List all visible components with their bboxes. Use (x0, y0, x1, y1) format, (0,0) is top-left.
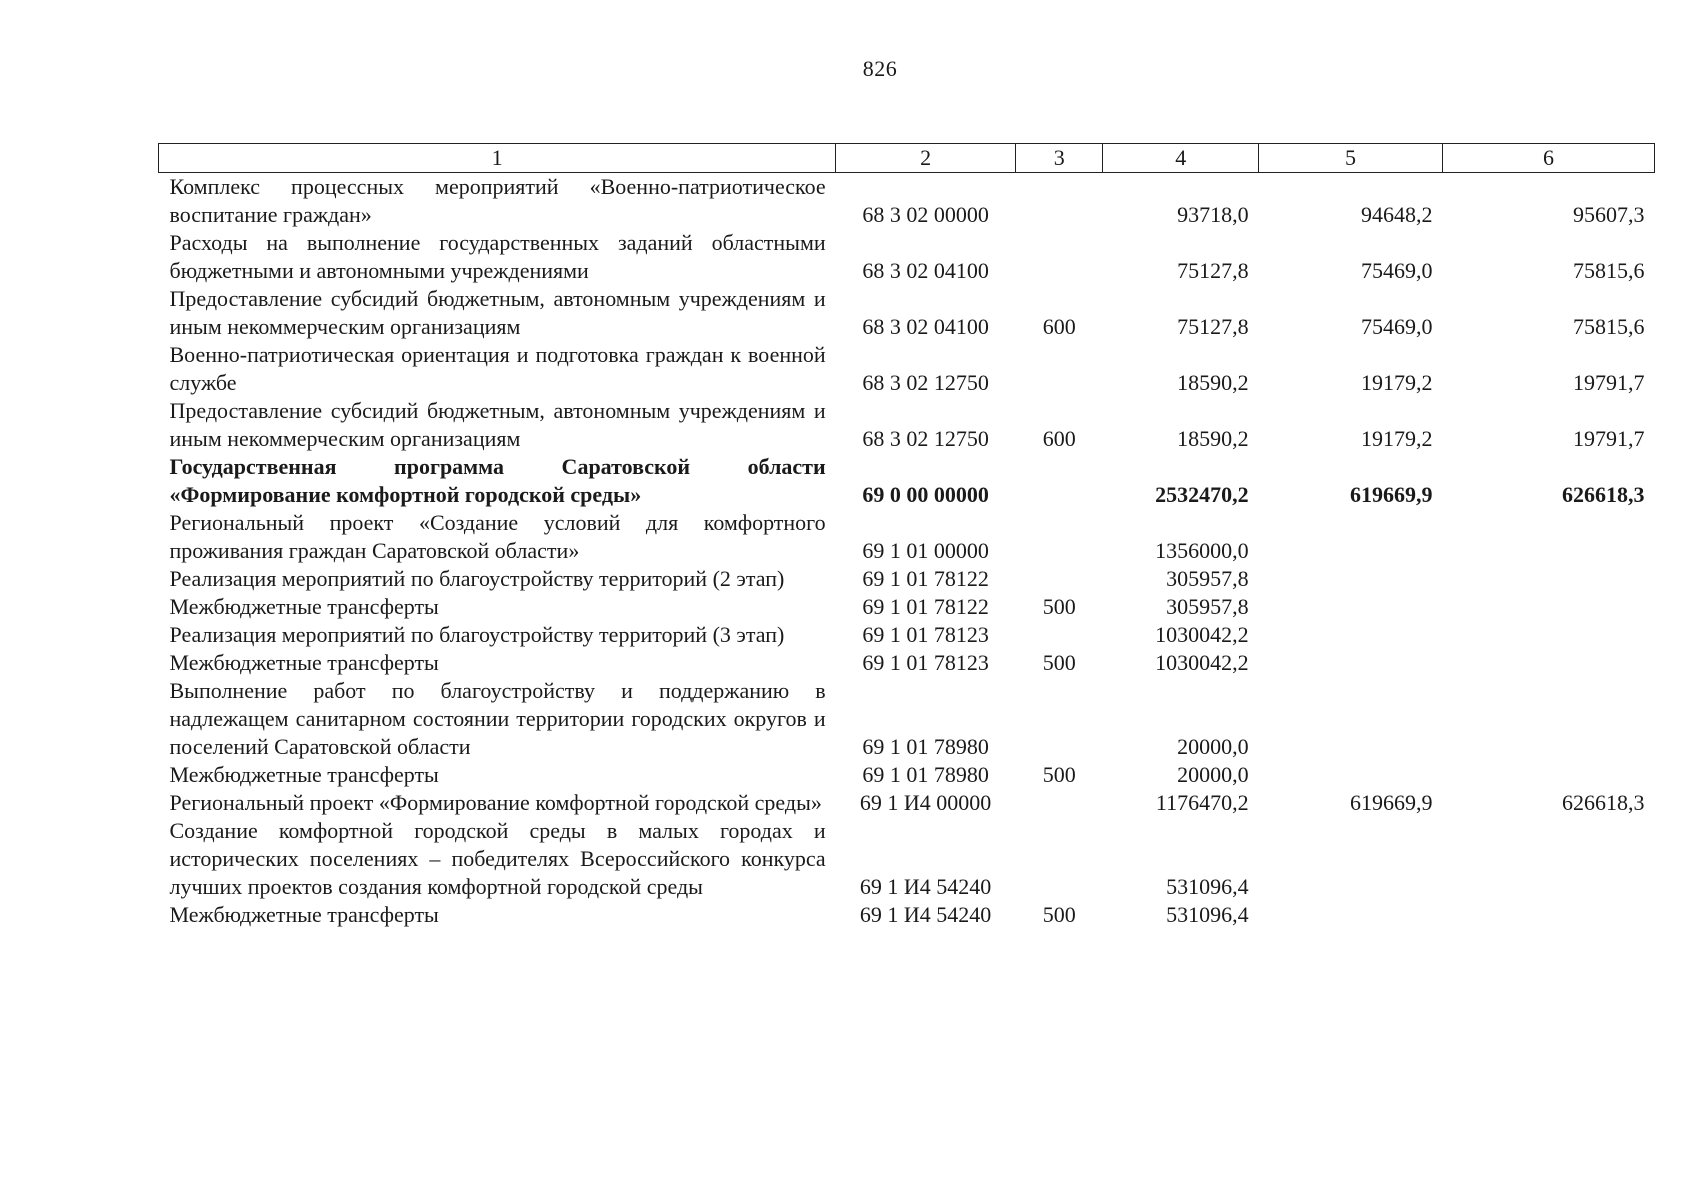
row-value-col4-cell: 18590,2 (1177, 426, 1249, 451)
row-expense-type-cell (1015, 453, 1102, 509)
table-row (159, 509, 1655, 565)
row-expense-type-cell: 500 (1042, 762, 1076, 787)
row-value-col6-cell: 19791,7 (1573, 426, 1645, 451)
row-value-col4-cell: 531096,4 (1166, 902, 1249, 927)
table-row (159, 621, 1655, 649)
row-value-col4-cell: 93718,0 (1177, 202, 1249, 227)
table-row (159, 901, 1655, 929)
table-row (159, 649, 1655, 677)
row-expense-type-cell (1015, 817, 1102, 901)
row-code-cell: 69 1 01 78980 (862, 762, 989, 787)
table-row (159, 565, 1655, 593)
row-code-cell: 69 1 И4 54240 (859, 874, 992, 899)
row-name-cell: Межбюджетные трансферты (169, 762, 439, 787)
table-row (159, 593, 1655, 621)
column-header: 5 (1259, 144, 1443, 173)
row-name-cell: Расходы на выполнение государственных заданий областными бюджетными и автономными учреждениями (169, 230, 826, 283)
row-value-col5-cell: 619669,9 (1349, 482, 1433, 507)
row-value-col6-cell (1442, 649, 1654, 677)
row-code-cell: 69 0 00 00000 (862, 482, 989, 507)
row-value-col6-cell (1442, 817, 1654, 901)
row-code-cell: 69 1 01 78123 (862, 650, 989, 675)
row-expense-type-cell (1015, 789, 1102, 817)
row-code-cell: 68 3 02 00000 (862, 202, 989, 227)
row-expense-type-cell (1015, 565, 1102, 593)
row-value-col6-cell (1442, 593, 1654, 621)
table-row (159, 677, 1655, 761)
row-value-col4-cell: 2532470,2 (1155, 482, 1249, 507)
row-value-col4-cell: 20000,0 (1177, 762, 1249, 787)
row-value-col5-cell: 619669,9 (1349, 790, 1433, 815)
row-value-col6-cell: 75815,6 (1573, 258, 1645, 283)
row-expense-type-cell (1015, 341, 1102, 397)
row-value-col4-cell: 1030042,2 (1155, 622, 1249, 647)
table-row (159, 453, 1655, 509)
row-value-col4-cell: 531096,4 (1166, 874, 1249, 899)
row-value-col4-cell: 18590,2 (1177, 370, 1249, 395)
header-row (159, 144, 1655, 173)
row-code-cell: 69 1 01 78123 (862, 622, 989, 647)
row-expense-type-cell: 500 (1042, 594, 1076, 619)
row-value-col4-cell: 75127,8 (1177, 314, 1249, 339)
row-name-cell: Государственная программа Саратовской области «Формирование комфортной городской среды» (169, 454, 826, 507)
table-row (159, 761, 1655, 789)
column-header: 3 (1015, 144, 1102, 173)
table-row (159, 341, 1655, 397)
row-value-col5-cell: 75469,0 (1360, 314, 1433, 339)
row-value-col5-cell: 19179,2 (1360, 370, 1433, 395)
row-value-col6-cell (1442, 621, 1654, 649)
row-value-col6-cell: 75815,6 (1573, 314, 1645, 339)
row-value-col4-cell: 305957,8 (1166, 594, 1249, 619)
row-code-cell: 69 1 01 00000 (862, 538, 989, 563)
row-name-cell: Военно-патриотическая ориентация и подготовка граждан к военной службе (169, 342, 826, 395)
column-header: 6 (1442, 144, 1654, 173)
row-code-cell: 69 1 01 78122 (862, 566, 989, 591)
row-value-col6-cell: 95607,3 (1573, 202, 1645, 227)
row-name-cell: Региональный проект «Создание условий для комфортного проживания граждан Саратовской области» (169, 510, 826, 563)
row-code-cell: 69 1 01 78122 (862, 594, 989, 619)
row-expense-type-cell (1015, 621, 1102, 649)
column-header: 4 (1103, 144, 1259, 173)
row-code-cell: 69 1 И4 00000 (859, 790, 992, 815)
row-value-col4-cell: 75127,8 (1177, 258, 1249, 283)
row-value-col5-cell: 94648,2 (1360, 202, 1433, 227)
row-value-col5-cell (1259, 761, 1443, 789)
page-number: 826 (862, 56, 898, 81)
table-row (159, 229, 1655, 285)
table-row (159, 397, 1655, 453)
row-name-cell: Межбюджетные трансферты (169, 902, 439, 927)
row-value-col5-cell (1259, 817, 1443, 901)
column-header: 2 (836, 144, 1016, 173)
row-value-col6-cell (1442, 677, 1654, 761)
row-name-cell: Реализация мероприятий по благоустройству территорий (3 этап) (169, 622, 785, 647)
row-code-cell: 69 1 01 78980 (862, 734, 989, 759)
row-expense-type-cell (1015, 229, 1102, 285)
table-body (159, 173, 1655, 930)
row-name-cell: Предоставление субсидий бюджетным, автономным учреждениям и иным некоммерческим организациям (169, 398, 826, 451)
row-name-cell: Межбюджетные трансферты (169, 650, 439, 675)
row-name-cell: Комплекс процессных мероприятий «Военно-патриотическое воспитание граждан» (169, 174, 826, 227)
row-value-col5-cell (1259, 901, 1443, 929)
row-code-cell: 68 3 02 04100 (862, 258, 989, 283)
row-value-col6-cell: 19791,7 (1573, 370, 1645, 395)
table-row (159, 285, 1655, 341)
row-value-col6-cell (1442, 509, 1654, 565)
row-value-col4-cell: 1356000,0 (1155, 538, 1249, 563)
column-header: 1 (159, 144, 836, 173)
table-row (159, 817, 1655, 901)
row-name-cell: Межбюджетные трансферты (169, 594, 439, 619)
row-name-cell: Создание комфортной городской среды в малых городах и исторических поселениях – победителях Всероссийского конкурса лучших проектов создания комфортной городской среды (169, 818, 826, 899)
row-value-col6-cell: 626618,3 (1562, 790, 1645, 815)
row-value-col5-cell: 19179,2 (1360, 426, 1433, 451)
row-value-col5-cell: 75469,0 (1360, 258, 1433, 283)
row-name-cell: Предоставление субсидий бюджетным, автономным учреждениям и иным некоммерческим организациям (169, 286, 826, 339)
row-expense-type-cell: 500 (1042, 902, 1076, 927)
row-expense-type-cell: 600 (1042, 314, 1076, 339)
row-name-cell: Реализация мероприятий по благоустройству территорий (2 этап) (169, 566, 785, 591)
row-value-col4-cell: 1176470,2 (1155, 790, 1249, 815)
row-value-col5-cell (1259, 677, 1443, 761)
row-expense-type-cell: 500 (1042, 650, 1076, 675)
row-code-cell: 68 3 02 04100 (862, 314, 989, 339)
row-value-col6-cell (1442, 565, 1654, 593)
row-expense-type-cell (1015, 173, 1102, 230)
row-value-col6-cell (1442, 761, 1654, 789)
row-expense-type-cell (1015, 677, 1102, 761)
row-value-col5-cell (1259, 649, 1443, 677)
row-expense-type-cell: 600 (1042, 426, 1076, 451)
row-value-col4-cell: 305957,8 (1166, 566, 1249, 591)
row-value-col4-cell: 20000,0 (1177, 734, 1249, 759)
row-value-col6-cell: 626618,3 (1562, 482, 1645, 507)
table-row (159, 789, 1655, 817)
row-code-cell: 68 3 02 12750 (862, 370, 989, 395)
row-expense-type-cell (1015, 509, 1102, 565)
row-value-col4-cell: 1030042,2 (1155, 650, 1249, 675)
row-code-cell: 68 3 02 12750 (862, 426, 989, 451)
row-value-col5-cell (1259, 565, 1443, 593)
table-row (159, 173, 1655, 230)
row-name-cell: Региональный проект «Формирование комфортной городской среды» (169, 790, 822, 815)
row-name-cell: Выполнение работ по благоустройству и поддержанию в надлежащем санитарном состоянии территории городских округов и поселений Саратовской области (169, 678, 826, 759)
row-value-col5-cell (1259, 509, 1443, 565)
row-value-col5-cell (1259, 593, 1443, 621)
row-code-cell: 69 1 И4 54240 (859, 902, 992, 927)
row-value-col5-cell (1259, 621, 1443, 649)
budget-table (158, 143, 1655, 929)
row-value-col6-cell (1442, 901, 1654, 929)
